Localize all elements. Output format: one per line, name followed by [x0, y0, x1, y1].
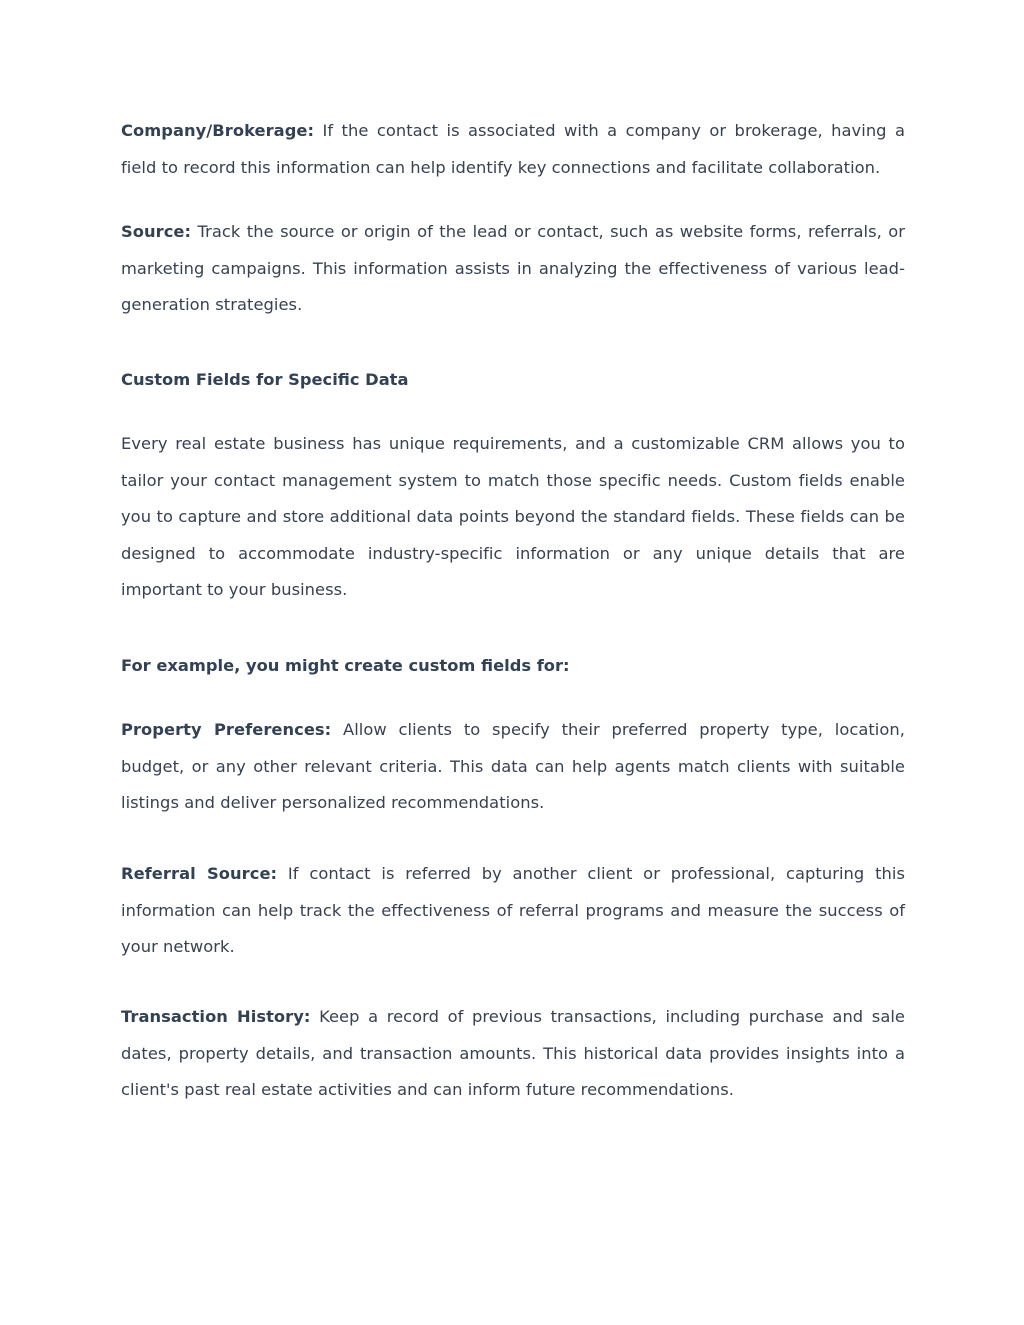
company-brokerage-label: Company/Brokerage: — [121, 121, 315, 140]
source-paragraph — [121, 214, 905, 324]
custom-fields-intro-paragraph: Every real estate business has unique requirements, and a customizable CRM allows you to tailor your contact management system to match those specific needs. Custom fields enable you to capture and store additional data points beyond the standard fields. These fields can be designed to accommodate industry-specific information or any unique details that are important to your business. — [121, 434, 905, 600]
transaction-history-text: Keep a record of previous transactions, including purchase and sale dates, property details, and transaction amounts. This historical data provides insights into a client's past real estate activities and can inform future recommendations. — [121, 1007, 905, 1100]
property-preferences-text: Allow clients to specify their preferred property type, location, budget, or any other relevant criteria. This data can help agents match clients with suitable listings and deliver personalized recommendations. — [121, 720, 905, 813]
company-brokerage-paragraph — [121, 113, 905, 186]
property-preferences-paragraph — [121, 712, 905, 822]
referral-source-label: Referral Source: — [121, 864, 278, 883]
transaction-history-paragraph — [121, 999, 905, 1109]
source-label: Source: — [121, 222, 192, 241]
referral-source-paragraph — [121, 856, 905, 966]
example-heading: For example, you might create custom fields for: — [121, 656, 570, 675]
referral-source-text: If contact is referred by another client or professional, capturing this information can help track the effectiveness of referral programs and measure the success of your network. — [121, 864, 905, 957]
transaction-history-label: Transaction History: — [121, 1007, 311, 1026]
source-text: Track the source or origin of the lead or contact, such as website forms, referrals, or marketing campaigns. This information assists in analyzing the effectiveness of various lead-generation strategies. — [121, 222, 905, 315]
company-brokerage-text: If the contact is associated with a company or brokerage, having a field to record this information can help identify key connections and facilitate collaboration. — [121, 121, 906, 177]
property-preferences-label: Property Preferences: — [121, 720, 332, 739]
custom-fields-heading: Custom Fields for Specific Data — [121, 370, 409, 389]
